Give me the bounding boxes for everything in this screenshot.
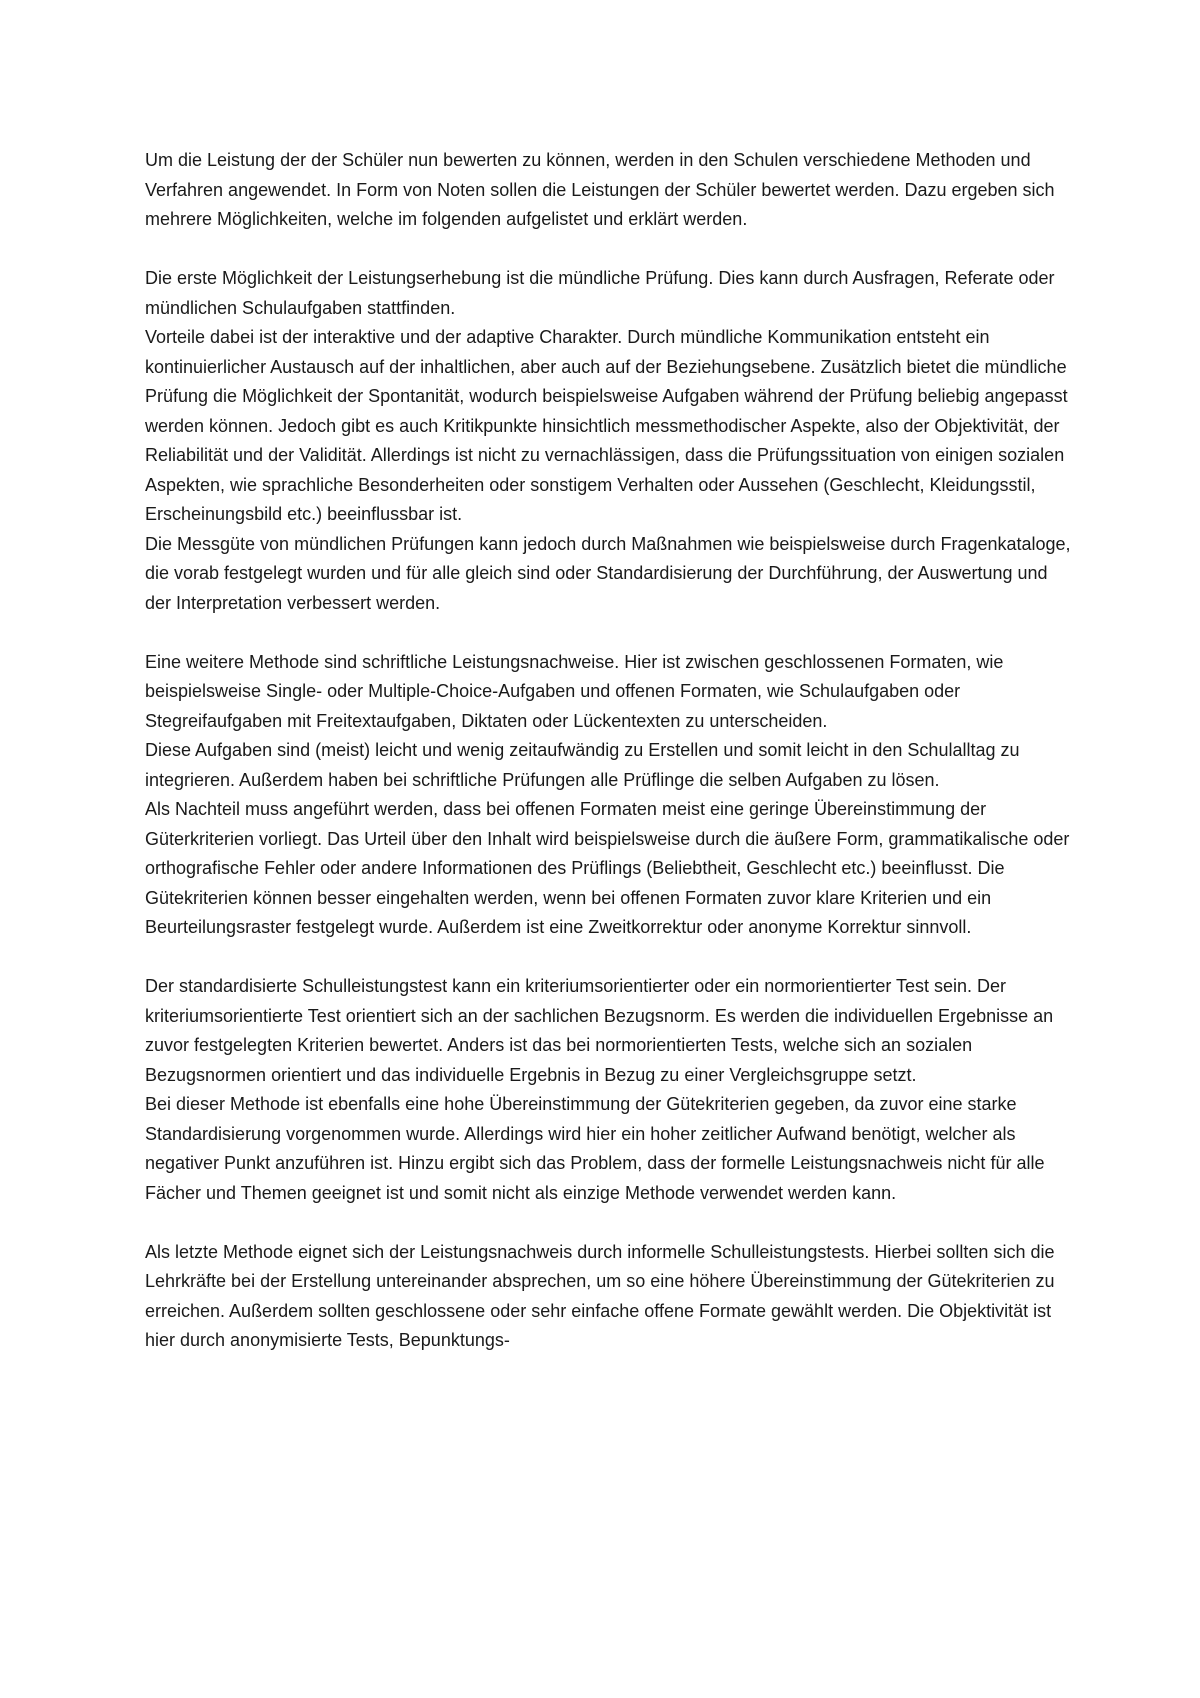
paragraph-intro: Um die Leistung der der Schüler nun bewerten zu können, werden in den Schulen verschiedene Methoden und Verfahren angewendet. In Form von Noten sollen die Leistungen der Schüler bewertet werden. Dazu ergeben sich mehrere Möglichkeiten, welche im folgenden aufgelistet und erklärt werden. [145, 150, 1055, 229]
blank-line [145, 235, 1075, 265]
section-informal-test [145, 1238, 1075, 1356]
section-intro [145, 146, 1075, 235]
paragraph-written-exam-disadvantages: Als Nachteil muss angeführt werden, dass bei offenen Formaten meist eine geringe Übereinstimmung der Güterkriterien vorliegt. Das Urteil über den Inhalt wird beispielsweise durch die äußere Form, grammatikalische oder orthografische Fehler oder andere Informationen des Prüflings (Beliebtheit, Geschlecht etc.) beeinflusst. Die Gütekriterien können besser eingehalten werden, wenn bei offenen Formaten zuvor klare Kriterien und ein Beurteilungsraster festgelegt wurde. Außerdem ist eine Zweitkorrektur oder anonyme Korrektur sinnvoll. [145, 799, 1070, 937]
blank-line [145, 618, 1075, 648]
blank-line [145, 1208, 1075, 1238]
section-standardized-test [145, 972, 1075, 1208]
paragraph-oral-exam-advantages: Vorteile dabei ist der interaktive und der adaptive Charakter. Durch mündliche Kommunikation entsteht ein kontinuierlicher Austausch auf der inhaltlichen, aber auch auf der Beziehungsebene. Zusätzlich bietet die mündliche Prüfung die Möglichkeit der Spontanität, wodurch beispielsweise Aufgaben während der Prüfung beliebig angepasst werden können. Jedoch gibt es auch Kritikpunkte hinsichtlich messmethodischer Aspekte, also der Objektivität, der Reliabilität und der Validität. Allerdings ist nicht zu vernachlässigen, dass die Prüfungssituation von einigen sozialen Aspekten, wie sprachliche Besonderheiten oder sonstigem Verhalten oder Aussehen (Geschlecht, Kleidungsstil, Erscheinungsbild etc.) beeinflussbar ist. [145, 327, 1068, 524]
section-written-exam [145, 648, 1075, 943]
paragraph-written-exam-intro: Eine weitere Methode sind schriftliche Leistungsnachweise. Hier ist zwischen geschlossenen Formaten, wie beispielsweise Single- oder Multiple-Choice-Aufgaben und offenen Formaten, wie Schulaufgaben oder Stegreifaufgaben mit Freitextaufgaben, Diktaten oder Lückentexten zu unterscheiden. [145, 651, 1004, 731]
paragraph-oral-exam-intro: Die erste Möglichkeit der Leistungserhebung ist die mündliche Prüfung. Dies kann durch Ausfragen, Referate oder mündlichen Schulaufgaben stattfinden. [145, 268, 1055, 318]
blank-line [145, 943, 1075, 973]
section-oral-exam [145, 264, 1075, 618]
paragraph-informal-test: Als letzte Methode eignet sich der Leistungsnachweis durch informelle Schulleistungstests. Hierbei sollten sich die Lehrkräfte bei der Erstellung untereinander absprechen, um so eine höhere Übereinstimmung der Gütekriterien zu erreichen. Außerdem sollten geschlossene oder sehr einfache offene Formate gewählt werden. Die Objektivität ist hier durch anonymisierte Tests, Bepunktungs- [145, 1241, 1055, 1350]
paragraph-standardized-test-evaluation: Bei dieser Methode ist ebenfalls eine hohe Übereinstimmung der Gütekriterien gegeben, da zuvor eine starke Standardisierung vorgenommen wurde. Allerdings wird hier ein hoher zeitlicher Aufwand benötigt, welcher als negativer Punkt anzuführen ist. Hinzu ergibt sich das Problem, dass der formelle Leistungsnachweis nicht für alle Fächer und Themen geeignet ist und somit nicht als einzige Methode verwendet werden kann. [145, 1094, 1045, 1203]
document-body [145, 146, 1075, 1356]
paragraph-standardized-test-intro: Der standardisierte Schulleistungstest kann ein kriteriumsorientierter oder ein normorientierter Test sein. Der kriteriumsorientierte Test orientiert sich an der sachlichen Bezugsnorm. Es werden die individuellen Ergebnisse an zuvor festgelegten Kriterien bewertet. Anders ist das bei normorientierten Tests, welche sich an sozialen Bezugsnormen orientiert und das individuelle Ergebnis in Bezug zu einer Vergleichsgruppe setzt. [145, 976, 1054, 1085]
paragraph-oral-exam-quality: Die Messgüte von mündlichen Prüfungen kann jedoch durch Maßnahmen wie beispielsweise durch Fragenkataloge, die vorab festgelegt wurden und für alle gleich sind oder Standardisierung der Durchführung, der Auswertung und der Interpretation verbessert werden. [145, 533, 1071, 613]
paragraph-written-exam-advantages: Diese Aufgaben sind (meist) leicht und wenig zeitaufwändig zu Erstellen und somit leicht in den Schulalltag zu integrieren. Außerdem haben bei schriftliche Prüfungen alle Prüflinge die selben Aufgaben zu lösen. [145, 740, 1020, 790]
